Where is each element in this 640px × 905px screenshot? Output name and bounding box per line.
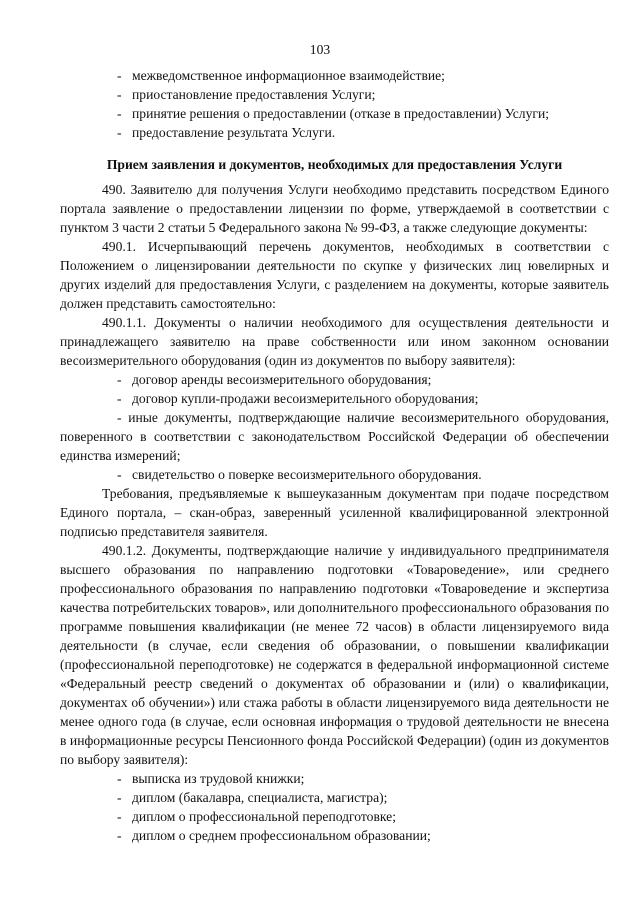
list-item: - приостановление предоставления Услуги; bbox=[117, 87, 376, 102]
list-item: - диплом о профессиональной переподготовке; bbox=[117, 809, 396, 824]
list-2 bbox=[60, 769, 609, 845]
list-item: - договор аренды весоизмерительного оборудования; bbox=[117, 372, 432, 387]
list-item: - принятие решения о предоставлении (отказе в предоставлении) Услуги; bbox=[117, 106, 550, 121]
page-number: 103 bbox=[309, 42, 331, 57]
list-item: - диплом о среднем профессиональном образовании; bbox=[117, 828, 431, 843]
list-1 bbox=[60, 370, 609, 408]
paragraph-490-1-1: 490.1.1. Документы о наличии необходимого для осуществления деятельности и принадлежащего заявителю на праве собственности или ином законном основании весоизмерительного оборудования (один из документов по выбору заявителя): bbox=[60, 315, 609, 368]
list-item: - диплом (бакалавра, специалиста, магистра); bbox=[117, 790, 388, 805]
requirements-paragraph: Требования, предъявляемые к вышеуказанным документам при подаче посредством Единого портала, – скан-образ, заверенный усиленной квалифицированной электронной подписью представителя заявителя. bbox=[60, 486, 609, 539]
section-heading: Прием заявления и документов, необходимых для предоставления Услуги bbox=[106, 157, 563, 172]
paragraph-490-1-2: 490.1.2. Документы, подтверждающие наличие у индивидуального предпринимателя высшего образования по направлению подготовки «Товароведение», или среднего профессионального образования по направлению подготовки «Товароведение и экспертиза качества потребительских товаров», или дополнительного профессионального образования по программе повышения квалификации (не менее 72 часов) в области лицензируемого вида деятельности (в случае, если сведения об образовании, о повышении квалификации (профессиональной переподготовке) не содержатся в федеральной информационной системе «Федеральный реестр сведений о документах об образовании и (или) о квалификации, документах об обучении») или стажа работы в области лицензируемого вида деятельности не менее одного года (в случае, если основная информация о трудовой деятельности не внесена в информационные ресурсы Пенсионного фонда Российской Федерации) (один из документов по выбору заявителя): bbox=[60, 543, 609, 767]
list-item: - выписка из трудовой книжки; bbox=[117, 771, 305, 786]
list-item: - свидетельство о поверке весоизмерительного оборудования. bbox=[117, 467, 482, 482]
paragraph-490-1: 490.1. Исчерпывающий перечень документов, необходимых в соответствии с Положением о лицензировании деятельности по скупке у физических лиц ювелирных и других изделий для предоставления Услуги, с разделением на документы, которые заявитель должен представить самостоятельно: bbox=[60, 239, 609, 311]
list-item-other-documents: - иные документы, подтверждающие наличие весоизмерительного оборудования, поверенного в соответствии с законодательством Российской Федерации об обеспечении единства измерений; bbox=[60, 410, 609, 463]
top-list bbox=[60, 66, 609, 142]
page-content bbox=[60, 66, 609, 845]
list-item: - межведомственное информационное взаимодействие; bbox=[117, 68, 445, 83]
list-item: - договор купли-продажи весоизмерительного оборудования; bbox=[117, 391, 479, 406]
list-item: - предоставление результата Услуги. bbox=[117, 125, 336, 140]
paragraph-490: 490. Заявителю для получения Услуги необходимо представить посредством Единого портала заявление о предоставлении лицензии по форме, утверждаемой в соответствии с пунктом 3 части 2 статьи 5 Федерального закона № 99-ФЗ, а также следующие документы: bbox=[60, 182, 609, 235]
